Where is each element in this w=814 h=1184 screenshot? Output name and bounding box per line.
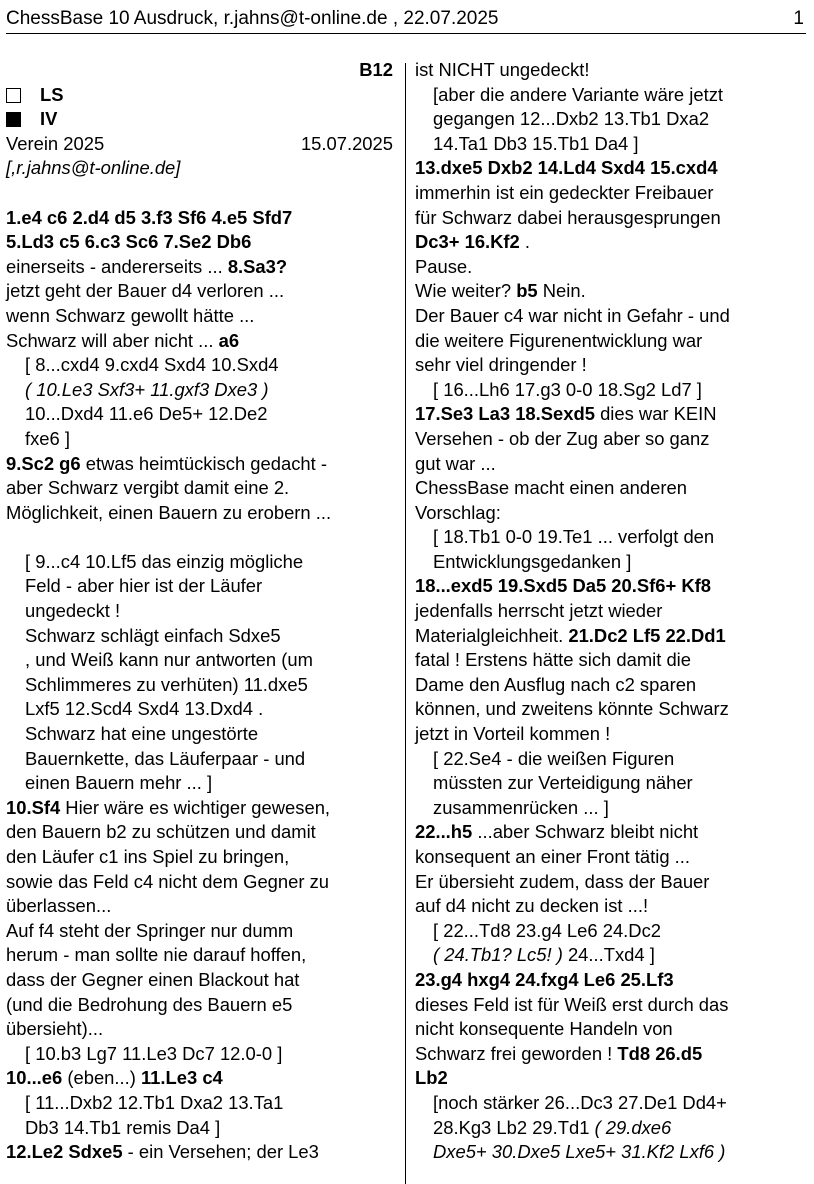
variation-line	[415, 1116, 807, 1141]
game-date: 15.07.2025	[300, 132, 393, 154]
page-number: 1	[793, 8, 804, 29]
comment-line: können, und zweitens könnte Schwarz	[415, 698, 729, 720]
move-text: 22...h5	[415, 821, 473, 843]
comment-line	[415, 624, 807, 649]
variation-line: Lxf5 12.Scd4 Sxd4 13.Dxd4 .	[25, 698, 264, 720]
comment-line	[6, 1066, 393, 1091]
comment-line: dass der Gegner einen Blackout hat	[6, 968, 300, 990]
variation-line: [ 8...cxd4 9.cxd4 Sxd4 10.Sxd4	[25, 354, 279, 376]
comment-line: Dame den Ausflug nach c2 sparen	[415, 673, 697, 695]
spacer	[6, 525, 393, 550]
black-square-icon	[6, 112, 21, 127]
white-player: LS	[40, 83, 64, 105]
comment-text: dies war KEIN	[594, 403, 717, 425]
variation-line: müssten zur Verteidigung näher	[433, 772, 693, 794]
moves-line: 18...exd5 19.Sxd5 Da5 20.Sf6+ Kf8	[415, 575, 711, 597]
comment-text: .	[519, 231, 531, 253]
variation-line	[415, 943, 807, 968]
variation-line: Entwicklungsgedanken ]	[433, 550, 632, 572]
variation-line: Schwarz hat eine ungestörte	[25, 723, 259, 745]
comment-line: (und die Bedrohung des Bauern e5	[6, 993, 293, 1015]
variation-line: Db3 14.Tb1 remis Da4 ]	[25, 1116, 221, 1138]
subvariation-line: Dxe5+ 30.Dxe5 Lxe5+ 31.Kf2 Lxf6 )	[433, 1141, 726, 1163]
moves-line: 23.g4 hxg4 24.fxg4 Le6 25.Lf3	[415, 968, 674, 990]
variation-line: ungedeckt !	[25, 600, 121, 622]
variation-line: zusammenrücken ... ]	[433, 796, 609, 818]
variation-line: [ 16...Lh6 17.g3 0-0 18.Sg2 Ld7 ]	[433, 378, 702, 400]
comment-text: etwas heimtückisch gedacht -	[80, 452, 327, 474]
right-column	[415, 58, 807, 1165]
comment-line: übersieht)...	[6, 1018, 104, 1040]
variation-line: Schwarz schlägt einfach Sdxe5	[25, 624, 281, 646]
variation-text: 28.Kg3 Lb2 29.Td1	[433, 1116, 595, 1138]
variation-text: 24...Txd4 ]	[562, 944, 655, 966]
comment-line: Möglichkeit, einen Bauern zu erobern ...	[6, 501, 332, 523]
comment-line: die weitere Figurenentwicklung war	[415, 329, 703, 351]
move-text: b5	[516, 280, 538, 302]
comment-line: für Schwarz dabei herausgesprungen	[415, 206, 721, 228]
move-text: 8.Sa3?	[227, 255, 288, 277]
move-text: 11.Le3 c4	[140, 1067, 223, 1089]
comment-line: überlassen...	[6, 895, 112, 917]
move-text: a6	[218, 329, 240, 351]
page-header	[6, 6, 806, 34]
event-name: Verein 2025	[6, 132, 105, 154]
comment-line: sowie das Feld c4 nicht dem Gegner zu	[6, 870, 330, 892]
comment-text: ...aber Schwarz bleibt nicht	[472, 821, 699, 843]
comment-line: wenn Schwarz gewollt hätte ...	[6, 304, 255, 326]
comment-text: einerseits - andererseits ...	[6, 255, 228, 277]
comment-line: jedenfalls herrscht jetzt wieder	[415, 600, 663, 622]
comment-line	[415, 230, 807, 255]
comment-text: Wie weiter?	[415, 280, 517, 302]
comment-line	[415, 820, 807, 845]
comment-text: Nein.	[537, 280, 586, 302]
comment-line: Auf f4 steht der Springer nur dumm	[6, 919, 294, 941]
variation-line: [ 22.Se4 - die weißen Figuren	[433, 747, 675, 769]
comment-line: gut war ...	[415, 452, 496, 474]
black-player-line	[6, 107, 393, 132]
comment-line: den Bauern b2 zu schützen und damit	[6, 821, 316, 843]
comment-line: dieses Feld ist für Weiß erst durch das	[415, 993, 729, 1015]
moves-line: 1.e4 c6 2.d4 d5 3.f3 Sf6 4.e5 Sfd7	[6, 206, 293, 228]
subvariation-text: ( 29.dxe6	[594, 1116, 672, 1138]
move-text: 21.Dc2 Lf5 22.Dd1	[568, 624, 726, 646]
moves-line: Lb2	[415, 1067, 448, 1089]
variation-line: [ 18.Tb1 0-0 19.Te1 ... verfolgt den	[433, 526, 715, 548]
black-player: IV	[40, 108, 58, 130]
move-text: 17.Se3 La3 18.Sexd5	[415, 403, 595, 425]
spacer	[6, 181, 393, 206]
comment-line: Vorschlag:	[415, 501, 501, 523]
comment-line: sehr viel dringender !	[415, 354, 587, 376]
variation-line: gegangen 12...Dxb2 13.Tb1 Dxa2	[433, 108, 710, 130]
move-text: 12.Le2 Sdxe5	[6, 1141, 123, 1163]
event-line	[6, 132, 393, 157]
subvariation-text: ( 24.Tb1? Lc5! )	[433, 944, 563, 966]
variation-line: Schlimmeres zu verhüten) 11.dxe5	[25, 673, 308, 695]
comment-line: jetzt geht der Bauer d4 verloren ...	[6, 280, 285, 302]
comment-line	[6, 796, 393, 821]
variation-line: einen Bauern mehr ... ]	[25, 772, 213, 794]
variation-line: Feld - aber hier ist der Läufer	[25, 575, 263, 597]
annotator: [,r.jahns@t-online.de]	[6, 157, 181, 179]
comment-line: auf d4 nicht zu decken ist ...!	[415, 895, 649, 917]
variation-line: [aber die andere Variante wäre jetzt	[433, 83, 723, 105]
variation-line: [ 11...Dxb2 12.Tb1 Dxa2 13.Ta1	[25, 1091, 284, 1113]
comment-line: nicht konsequente Handeln von	[415, 1018, 673, 1040]
variation-line: 14.Ta1 Db3 15.Tb1 Da4 ]	[433, 132, 639, 154]
variation-line: , und Weiß kann nur antworten (um	[25, 649, 313, 671]
move-text: 10.Sf4	[6, 796, 61, 818]
move-text: Td8 26.d5	[617, 1042, 703, 1064]
comment-line	[415, 402, 807, 427]
variation-line: Bauernkette, das Läuferpaar - und	[25, 747, 306, 769]
subvariation-line: ( 10.Le3 Sxf3+ 11.gxf3 Dxe3 )	[25, 378, 269, 400]
comment-line: herum - man sollte nie darauf hoffen,	[6, 944, 307, 966]
white-square-icon	[6, 88, 21, 103]
comment-line: Versehen - ob der Zug aber so ganz	[415, 427, 710, 449]
comment-line: immerhin ist ein gedeckter Freibauer	[415, 181, 714, 203]
comment-line: jetzt in Vorteil kommen !	[415, 723, 611, 745]
comment-line: Er übersieht zudem, dass der Bauer	[415, 870, 710, 892]
eco-code: B12	[359, 59, 393, 80]
comment-text: Schwarz will aber nicht ...	[6, 329, 219, 351]
comment-text: Hier wäre es wichtiger gewesen,	[60, 796, 331, 818]
comment-line	[6, 452, 393, 477]
comment-text: Materialgleichheit.	[415, 624, 569, 646]
move-text: 9.Sc2 g6	[6, 452, 81, 474]
move-text: 10...e6	[6, 1067, 63, 1089]
comment-line: Der Bauer c4 war nicht in Gefahr - und	[415, 304, 730, 326]
comment-text: Schwarz frei geworden !	[415, 1042, 618, 1064]
comment-text: (eben...)	[62, 1067, 141, 1089]
variation-line: 10...Dxd4 11.e6 De5+ 12.De2	[25, 403, 268, 425]
comment-line: ist NICHT ungedeckt!	[415, 59, 590, 80]
comment-line: ChessBase macht einen anderen	[415, 477, 687, 499]
comment-line	[415, 1042, 807, 1067]
comment-line	[6, 255, 393, 280]
variation-line: [ 10.b3 Lg7 11.Le3 Dc7 12.0-0 ]	[25, 1042, 283, 1064]
comment-line: aber Schwarz vergibt damit eine 2.	[6, 477, 290, 499]
moves-line: 13.dxe5 Dxb2 14.Ld4 Sxd4 15.cxd4	[415, 157, 718, 179]
comment-text: - ein Versehen; der Le3	[122, 1141, 319, 1163]
variation-line: [ 9...c4 10.Lf5 das einzig mögliche	[25, 550, 304, 572]
variation-line: [ 22...Td8 23.g4 Le6 24.Dc2	[433, 919, 661, 941]
header-title: ChessBase 10 Ausdruck, r.jahns@t-online.de , 22.07.2025	[6, 8, 499, 29]
moves-line: 5.Ld3 c5 6.c3 Sc6 7.Se2 Db6	[6, 231, 252, 253]
comment-line: konsequent an einer Front tätig ...	[415, 846, 691, 867]
move-text: Dc3+ 16.Kf2	[415, 231, 520, 253]
variation-line: fxe6 ]	[25, 427, 70, 449]
comment-line	[6, 1140, 393, 1165]
comment-line: fatal ! Erstens hätte sich damit die	[415, 649, 691, 671]
white-player-line	[6, 83, 393, 108]
comment-line	[415, 279, 807, 304]
left-column	[6, 58, 393, 1165]
variation-line: [noch stärker 26...Dc3 27.De1 Dd4+	[433, 1091, 727, 1113]
comment-line: den Läufer c1 ins Spiel zu bringen,	[6, 846, 290, 867]
comment-line	[6, 329, 393, 354]
comment-line: Pause.	[415, 255, 473, 277]
column-divider	[405, 63, 406, 1184]
